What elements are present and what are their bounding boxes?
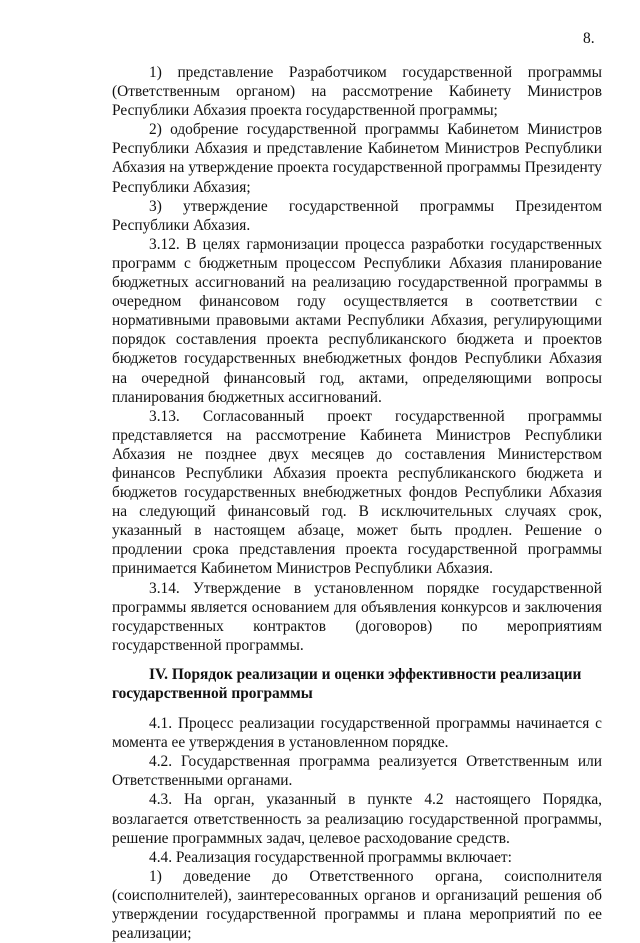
paragraph-4-4-item-1: 1) доведение до Ответственного органа, соисполнителя (соисполнителей), заинтересованных органов и организаций решения об утверждении государственной программы и плана мероприятий по ее реализации;	[112, 867, 602, 943]
page-number: 8.	[583, 30, 595, 47]
paragraph-4-1: 4.1. Процесс реализации государственной программы начинается с момента ее утверждения в установленном порядке.	[112, 715, 602, 752]
paragraph-3-12: 3.12. В целях гармонизации процесса разработки государственных программ с бюджетным процессом Республики Абхазия планирование бюджетных ассигнований на реализацию государственной программы в очередном финансовом году осуществляется в соответствии с нормативными правовыми актами Республики Абхазия, регулирующими порядок составления проекта республиканского бюджета и проектов бюджетов государственных внебюджетных фондов Республики Абхазия на очередной финансовый год, актами, определяющими вопросы планирования бюджетных ассигнований.	[112, 235, 602, 406]
section-heading: IV. Порядок реализации и оценки эффективности реализации государственной программы	[112, 665, 582, 702]
paragraph-item-1: 1) представление Разработчиком государственной программы (Ответственным органом) на рассмотрение Кабинету Министров Республики Абхазия проекта государственной программы;	[112, 64, 602, 120]
paragraph-item-3: 3) утверждение государственной программы Президентом Республики Абхазия.	[112, 197, 602, 234]
paragraph-4-3: 4.3. На орган, указанный в пункте 4.2 настоящего Порядка, возлагается ответственность за реализацию государственной программы, решение программных задач, целевое расходование средств.	[112, 791, 602, 847]
paragraph-4-2: 4.2. Государственная программа реализуется Ответственным или Ответственными органами.	[112, 753, 602, 790]
paragraph-item-2: 2) одобрение государственной программы Кабинетом Министров Республики Абхазия и представление Кабинетом Министров Республики Абхазия на утверждение проекта государственной программы Президенту Республики Абхазия;	[112, 121, 602, 196]
document-body	[112, 63, 602, 943]
paragraph-3-13: 3.13. Согласованный проект государственной программы представляется на рассмотрение Кабинета Министров Республики Абхазия не позднее двух месяцев до составления Министерством финансов Республики Абхазия проекта республиканского бюджета и бюджетов государственных внебюджетных фондов Республики Абхазия на следующий финансовый год. В исключительных случаях срок, указанный в настоящем абзаце, может быть продлен. Решение о продлении срока представления проекта государственной программы принимается Кабинетом Министров Республики Абхазия.	[112, 407, 602, 578]
paragraph-4-4: 4.4. Реализация государственной программы включает:	[149, 848, 512, 866]
paragraph-3-14: 3.14. Утверждение в установленном порядке государственной программы является основанием для объявления конкурсов и заключения государственных контрактов (договоров) по мероприятиям государственной программы.	[112, 579, 602, 654]
